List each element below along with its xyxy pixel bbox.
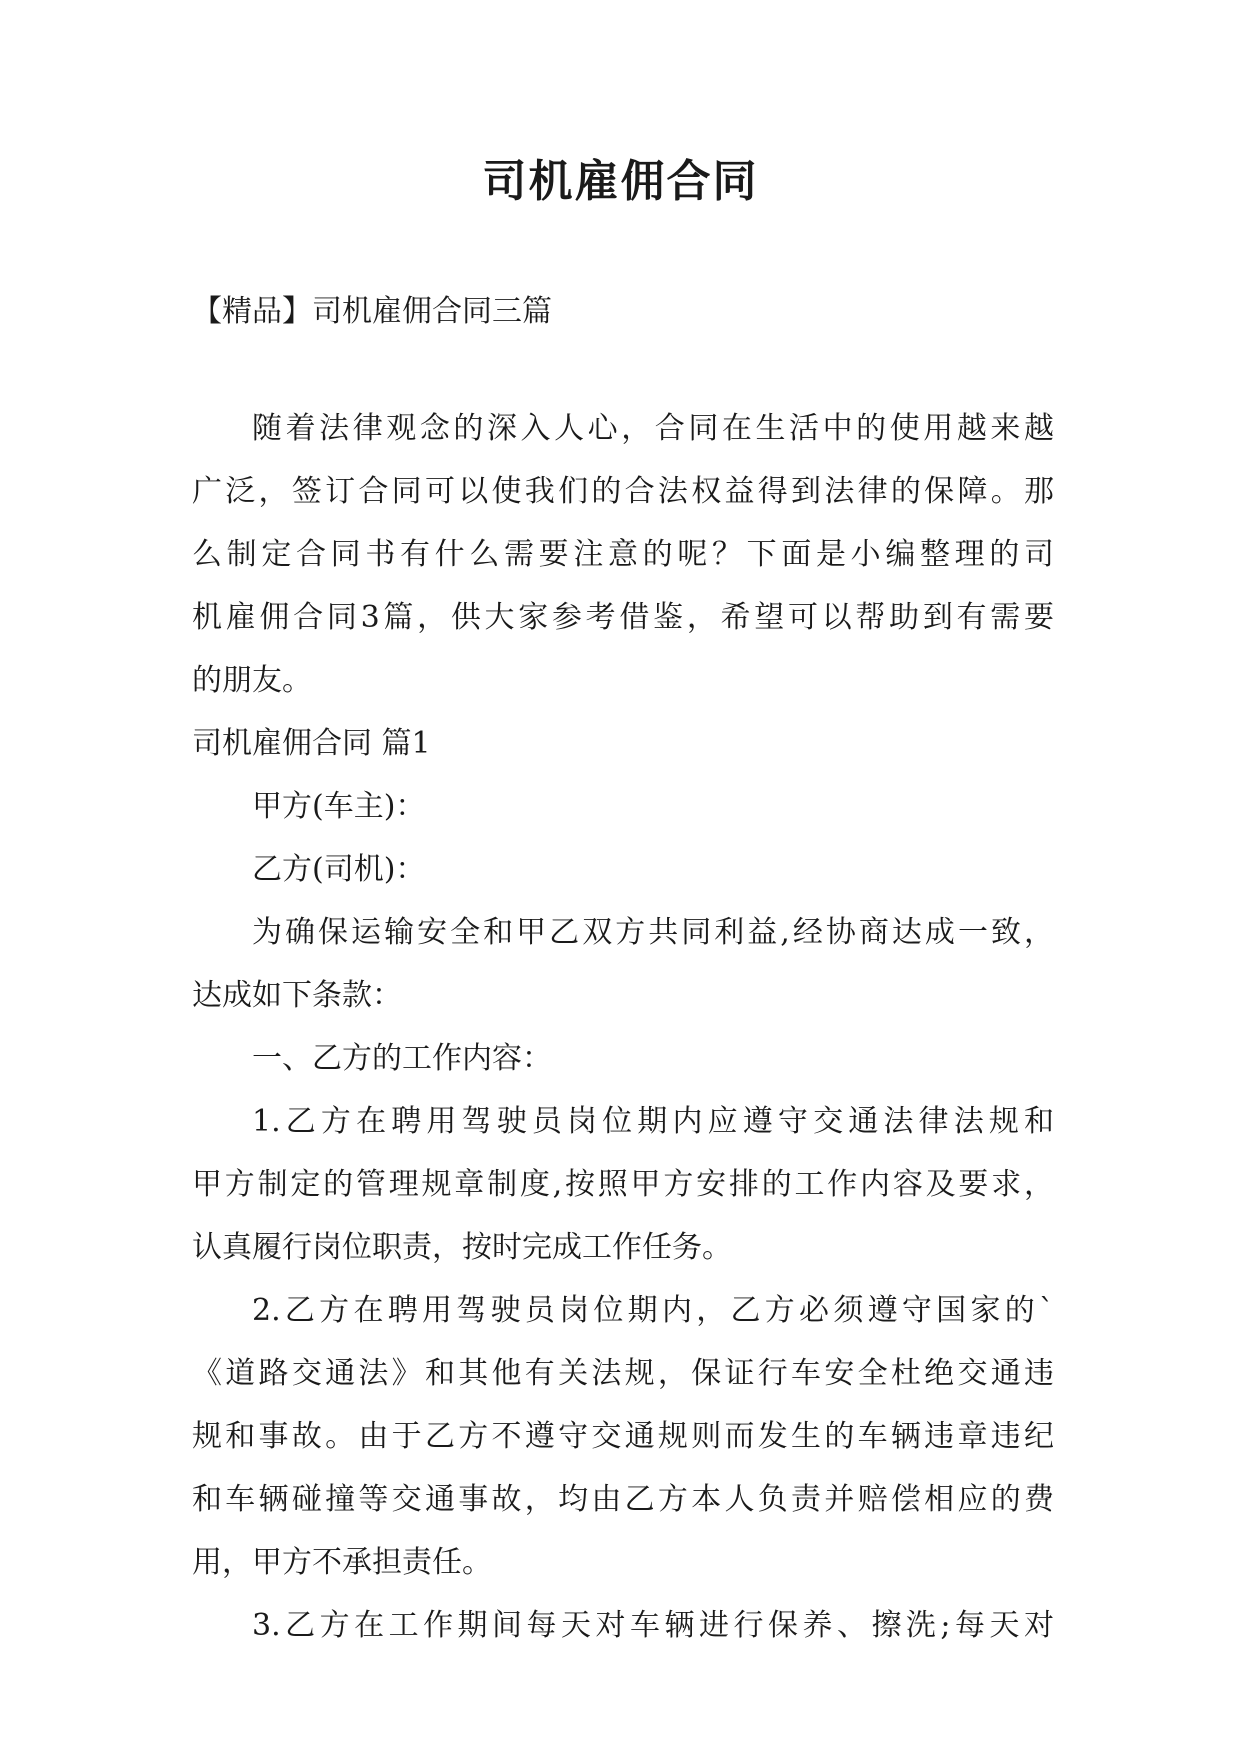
- text-line: 用，甲方不承担责任。: [192, 1545, 492, 1580]
- text-line: 《道路交通法》和其他有关法规，保证行车安全杜绝交通违: [192, 1356, 1054, 1391]
- text-line: 为确保运输安全和甲乙双方共同利益,经协商达成一致，: [252, 915, 1054, 950]
- text-line: 和车辆碰撞等交通事故，均由乙方本人负责并赔偿相应的费: [192, 1482, 1054, 1517]
- text-line: 广泛，签订合同可以使我们的合法权益得到法律的保障。那: [192, 474, 1054, 509]
- text-line: 乙方(司机)：: [252, 852, 426, 887]
- text-line: 机雇佣合同3篇，供大家参考借鉴，希望可以帮助到有需要: [192, 600, 1054, 635]
- text-line: 的朋友。: [192, 663, 312, 698]
- text-line: 甲方制定的管理规章制度,按照甲方安排的工作内容及要求，: [192, 1167, 1054, 1202]
- document-subtitle: 【精品】司机雇佣合同三篇: [192, 294, 552, 329]
- text-line: 3.乙方在工作期间每天对车辆进行保养、擦洗;每天对: [252, 1608, 1054, 1643]
- text-line: 么制定合同书有什么需要注意的呢？下面是小编整理的司: [192, 537, 1054, 572]
- text-line: 甲方(车主)：: [252, 789, 426, 824]
- text-line: 认真履行岗位职责，按时完成工作任务。: [192, 1230, 732, 1265]
- text-line: 达成如下条款：: [192, 978, 402, 1013]
- text-line: 司机雇佣合同 篇1: [192, 726, 431, 761]
- text-line: 规和事故。由于乙方不遵守交通规则而发生的车辆违章违纪: [192, 1419, 1054, 1454]
- text-line: 随着法律观念的深入人心，合同在生活中的使用越来越: [252, 411, 1054, 446]
- text-line: 1.乙方在聘用驾驶员岗位期内应遵守交通法律法规和: [252, 1104, 1054, 1139]
- text-line: 一、乙方的工作内容：: [252, 1041, 552, 1076]
- text-line: 2.乙方在聘用驾驶员岗位期内，乙方必须遵守国家的`: [252, 1293, 1054, 1328]
- document-body: [192, 407, 1054, 1667]
- document-title: 司机雇佣合同: [482, 156, 759, 207]
